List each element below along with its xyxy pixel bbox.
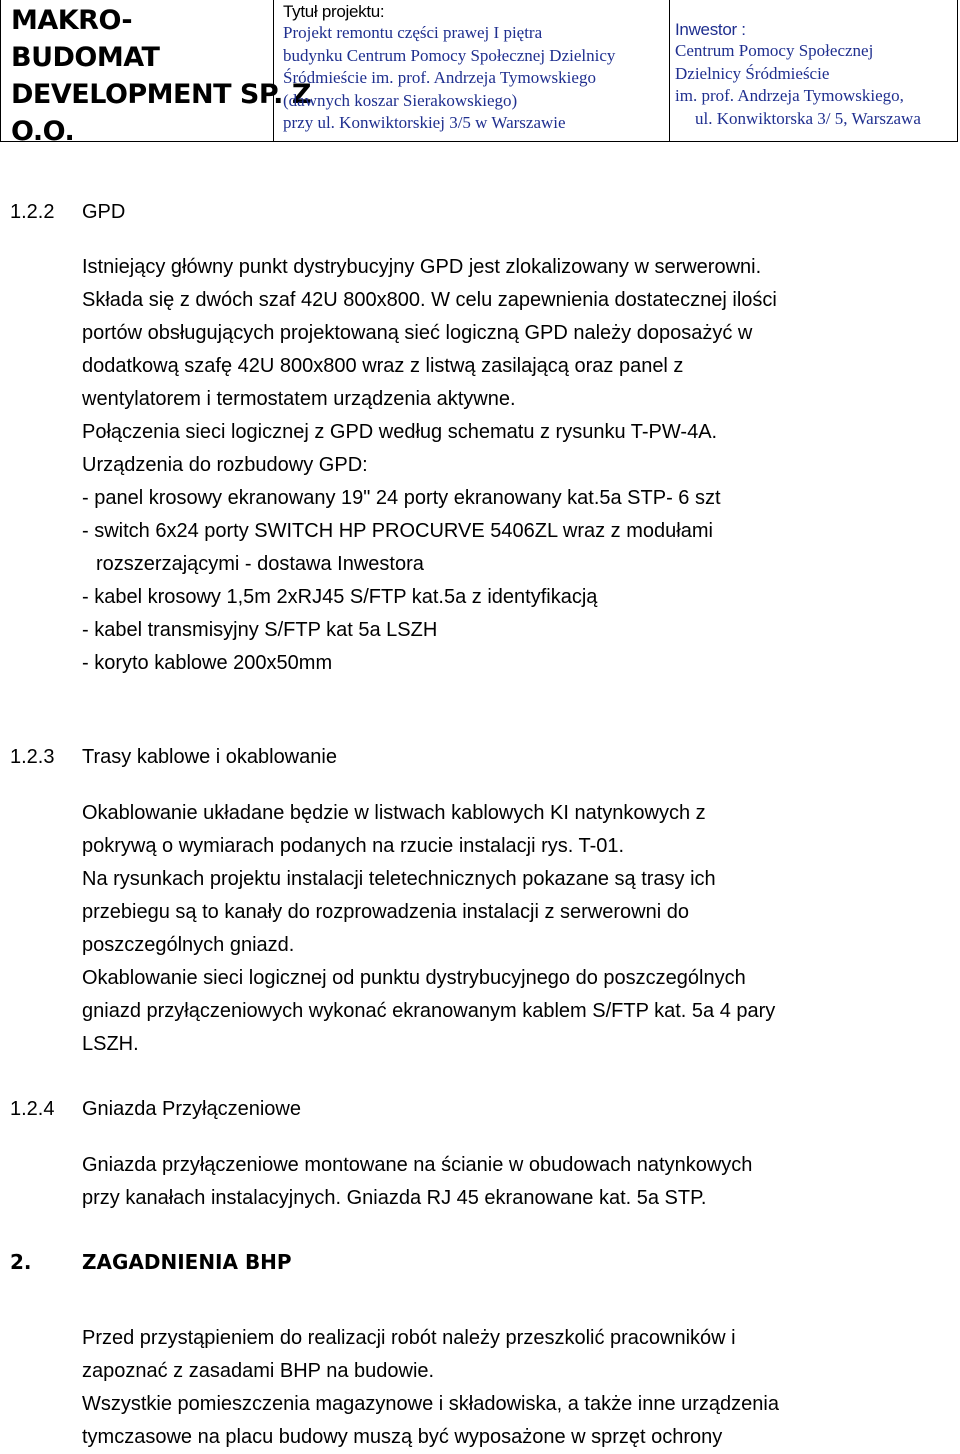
document-header xyxy=(0,0,958,147)
section-body-trasy: Okablowanie układane będzie w listwach kablowych KI natynkowych z pokrywą o wymiarach podanych na rzucie instalacji rys. T-01. Na rysunkach projektu instalacji teletechnicznych pokazane są trasy ich przebiegu są to kanały do rozprowadzenia instalacji z serwerowni do poszczególnych gniazd. Okablowanie sieci logicznej od punktu dystrybucyjnego do poszczególnych gniazd przyłączeniowych wykonać ekranowanym kablem S/FTP kat. 5a 4 pary LSZH. xyxy=(82,802,776,1055)
section-body-gniazda: Gniazda przyłączeniowe montowane na ścianie w obudowach natynkowych przy kanałach instalacyjnych. Gniazda RJ 45 ekranowane kat. 5a STP. xyxy=(82,1154,753,1209)
section-body-bhp: Przed przystąpieniem do realizacji robót należy przeszkolić pracowników i zapoznać z zasadami BHP na budowie. Wszystkie pomieszczenia magazynowe i składowiska, a także inne urządzenia tymczasowe na placu budowy muszą być wyposażone w sprzęt ochrony xyxy=(82,1327,779,1448)
investor-label: Inwestor : xyxy=(675,20,746,39)
investor-name: Centrum Pomocy Społecznej Dzielnicy Śródmieście im. prof. Andrzeja Tymowskiego, ul. Konwiktorska 3/ 5, Warszawa xyxy=(675,41,921,128)
section-heading-trasy: 1.2.3 Trasy kablowe i okablowanie xyxy=(10,746,337,768)
company-name: MAKRO- BUDOMAT DEVELOPMENT SP. Z O.O. xyxy=(11,5,311,147)
chapter-heading-bhp: 2. ZAGADNIENIA BHP xyxy=(10,1250,292,1274)
project-title-cell xyxy=(273,0,670,141)
company-cell xyxy=(1,0,311,147)
investor-cell xyxy=(669,0,957,141)
project-title: Projekt remontu części prawej I piętra budynku Centrum Pomocy Społecznej Dzielnicy Śródmieście im. prof. Andrzeja Tymowskiego (dawnych koszar Sierakowskiego) przy ul. Konwiktorskiej 3/5 w Warszawie xyxy=(283,23,616,132)
project-title-label: Tytuł projektu: xyxy=(283,2,385,21)
section-heading-gniazda: 1.2.4 Gniazda Przyłączeniowe xyxy=(10,1098,301,1120)
section-heading-gpd: 1.2.2 GPD xyxy=(10,201,126,223)
section-body-gpd: Istniejący główny punkt dystrybucyjny GPD jest zlokalizowany w serwerowni. Składa się z dwóch szaf 42U 800x800. W celu zapewnienia dostatecznej ilości portów obsługujących projektowaną sieć logiczną GPD należy doposażyć w dodatkową szafę 42U 800x800 wraz z listwą zasilającą oraz panel z wentylatorem i termostatem urządzenia aktywne. Połączenia sieci logicznej z GPD według schematu z rysunku T-PW-4A. Urządzenia do rozbudowy GPD: - panel krosowy ekranowany 19" 24 porty ekranowany kat.5a STP- 6 szt - switch 6x24 porty SWITCH HP PROCURVE 5406ZL wraz z modułami rozszerzającymi - dostawa Inwestora - kabel krosowy 1,5m 2xRJ45 S/FTP kat.5a z identyfikacją - kabel transmisyjny S/FTP kat 5a LSZH - koryto kablowe 200x50mm xyxy=(82,256,777,674)
